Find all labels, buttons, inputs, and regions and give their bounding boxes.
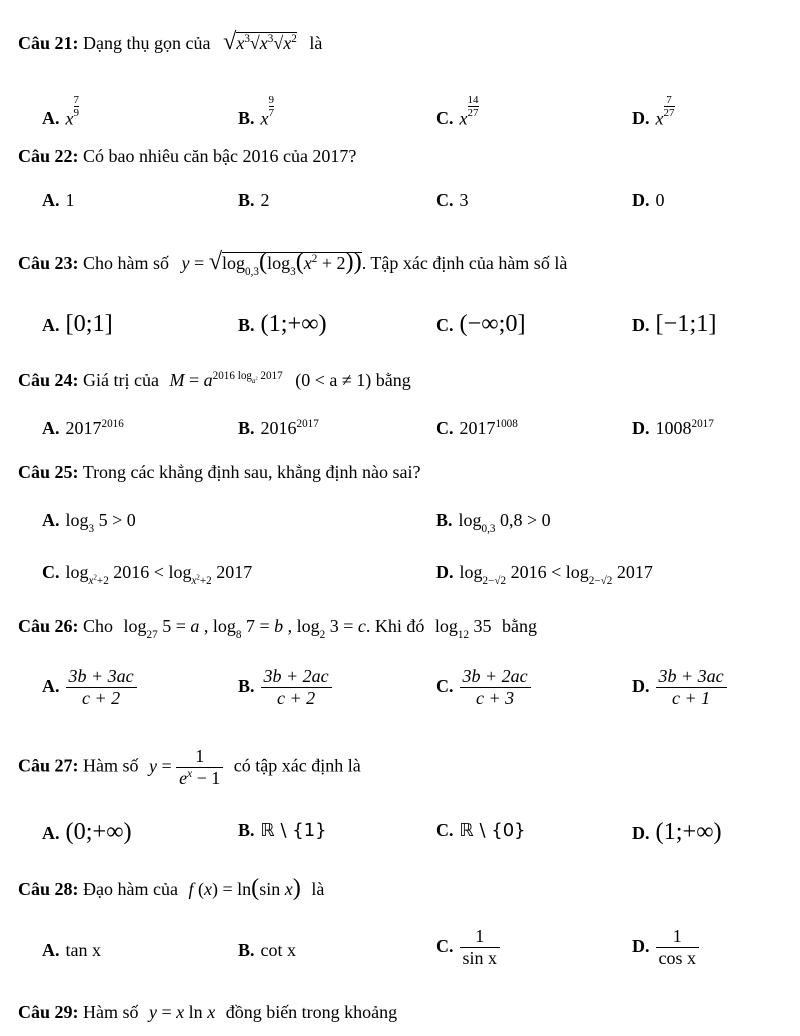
option-b[interactable]: B. (1;+∞) [238, 310, 327, 337]
question-text: Dạng thụ gọn của [83, 33, 211, 53]
question-text: Trong các khẳng định sau, khẳng định nào sai? [82, 462, 421, 482]
question-mid: . Khi đó [365, 616, 425, 636]
function-expression: y = x ln x [149, 1002, 216, 1022]
option-b[interactable]: B. $2016^{2017}$ [238, 418, 319, 438]
function-expression: f (x) = ln(sin x) [188, 874, 301, 901]
question-text: Có bao nhiêu căn bậc 2016 của 2017? [83, 146, 357, 166]
option-d[interactable]: D. [−1;1] [632, 310, 717, 337]
question-text: Cho hàm số [83, 253, 170, 273]
question-suffix: bằng [375, 370, 411, 390]
function-expression: $y = √\log_{0,3}(\log_3(x^2 + 2))$ [181, 248, 362, 279]
question-24 [18, 370, 411, 391]
option-d[interactable]: D. x $\frac{7}{27}$ [632, 94, 675, 129]
option-b[interactable]: B. 2 [238, 190, 270, 210]
target-expression: $\log_{12} 35$ [434, 616, 492, 642]
question-number: Câu 24: [18, 370, 79, 390]
question-26 [18, 616, 538, 642]
question-number: Câu 21: [18, 33, 79, 53]
option-b[interactable]: B. ℝ \ {1} [238, 820, 327, 841]
question-text: Hàm số [83, 755, 139, 776]
question-text: Hàm số [83, 1002, 139, 1022]
option-c[interactable]: C. $2017^{1008}$ [436, 418, 518, 438]
question-number: Câu 27: [18, 755, 79, 776]
question-number: Câu 22: [18, 146, 79, 166]
option-d[interactable]: D. (1;+∞) [632, 818, 722, 845]
question-text: Cho [83, 616, 114, 636]
option-c[interactable]: C. (−∞;0] [436, 310, 526, 337]
option-c[interactable]: C. ℝ \ {0} [436, 820, 526, 841]
function-expression: y = $\frac{1}{e^x - 1}$ [149, 756, 223, 776]
option-d[interactable]: D. $1008^{2017}$ [632, 418, 714, 438]
question-number: Câu 25: [18, 462, 79, 482]
condition: (0 < a ≠ 1) [295, 370, 372, 390]
question-21 [18, 28, 322, 56]
option-a[interactable]: A. $2017^{2016}$ [42, 418, 124, 438]
question-23 [18, 248, 568, 279]
question-text: Giá trị của [83, 370, 159, 390]
option-c[interactable]: C. 3 [436, 190, 469, 210]
option-c[interactable]: C. $\frac{1}{\text{sin x}}$ [436, 926, 500, 969]
option-c[interactable]: C. x $\frac{14}{27}$ [436, 94, 479, 129]
given-expression: $\log_{27} 5 = a$ , $\log_8 7 = b$ , $\log_2 3 = c$ [123, 616, 366, 642]
option-a[interactable]: A. $\log_3 5 > 0$ [42, 510, 136, 536]
value-expression: $M = a^{2016 log_{a^2} 2017}$ [169, 370, 283, 390]
question-number: Câu 23: [18, 253, 79, 273]
question-suffix: có tập xác định là [233, 755, 361, 776]
option-a[interactable]: A. x $\frac{7}{9}$ [42, 94, 79, 129]
option-b[interactable]: B. $\frac{3b + 2ac}{c + 2}$ [238, 666, 332, 709]
option-a[interactable]: A. $\frac{3b + 3ac}{c + 2}$ [42, 666, 137, 709]
question-27 [18, 746, 361, 789]
option-d[interactable]: D. $\log_{2-√2} 2016 < \log_{2-√2} 2017$ [436, 562, 653, 588]
option-d[interactable]: D. $\frac{1}{\text{cos x}}$ [632, 926, 699, 969]
option-a[interactable]: A. (0;+∞) [42, 818, 132, 845]
question-suffix: đồng biến trong khoảng [225, 1002, 398, 1022]
question-suffix: là [311, 879, 325, 899]
option-c[interactable]: C. $\frac{3b + 2ac}{c + 3}$ [436, 666, 531, 709]
question-text: Đạo hàm của [83, 879, 178, 899]
option-a[interactable]: A. tan x [42, 940, 101, 960]
question-29 [18, 1002, 397, 1023]
question-22 [18, 146, 356, 167]
question-number: Câu 29: [18, 1002, 79, 1022]
question-suffix: . Tập xác định của hàm số là [361, 253, 568, 273]
option-b[interactable]: B. x $\frac{9}{7}$ [238, 94, 275, 129]
option-a[interactable]: A. [0;1] [42, 310, 113, 337]
question-number: Câu 28: [18, 879, 79, 899]
option-b[interactable]: B. cot x [238, 940, 297, 960]
question-25 [18, 462, 420, 483]
option-d[interactable]: D. $\frac{3b + 3ac}{c + 1}$ [632, 666, 727, 709]
option-b[interactable]: B. $\log_{0,3} 0,8 > 0$ [436, 510, 551, 536]
option-d[interactable]: D. 0 [632, 190, 665, 210]
question-suffix: là [309, 33, 323, 53]
option-c[interactable]: C. $\log_{x^2+2} 2016 < \log_{x^2+2} 2017$ [42, 562, 253, 588]
radical-expression: $√x^3√x^3√x^2$ [222, 28, 297, 55]
question-number: Câu 26: [18, 616, 79, 636]
question-28 [18, 874, 324, 902]
question-suffix: bằng [502, 616, 538, 636]
option-a[interactable]: A. 1 [42, 190, 75, 210]
